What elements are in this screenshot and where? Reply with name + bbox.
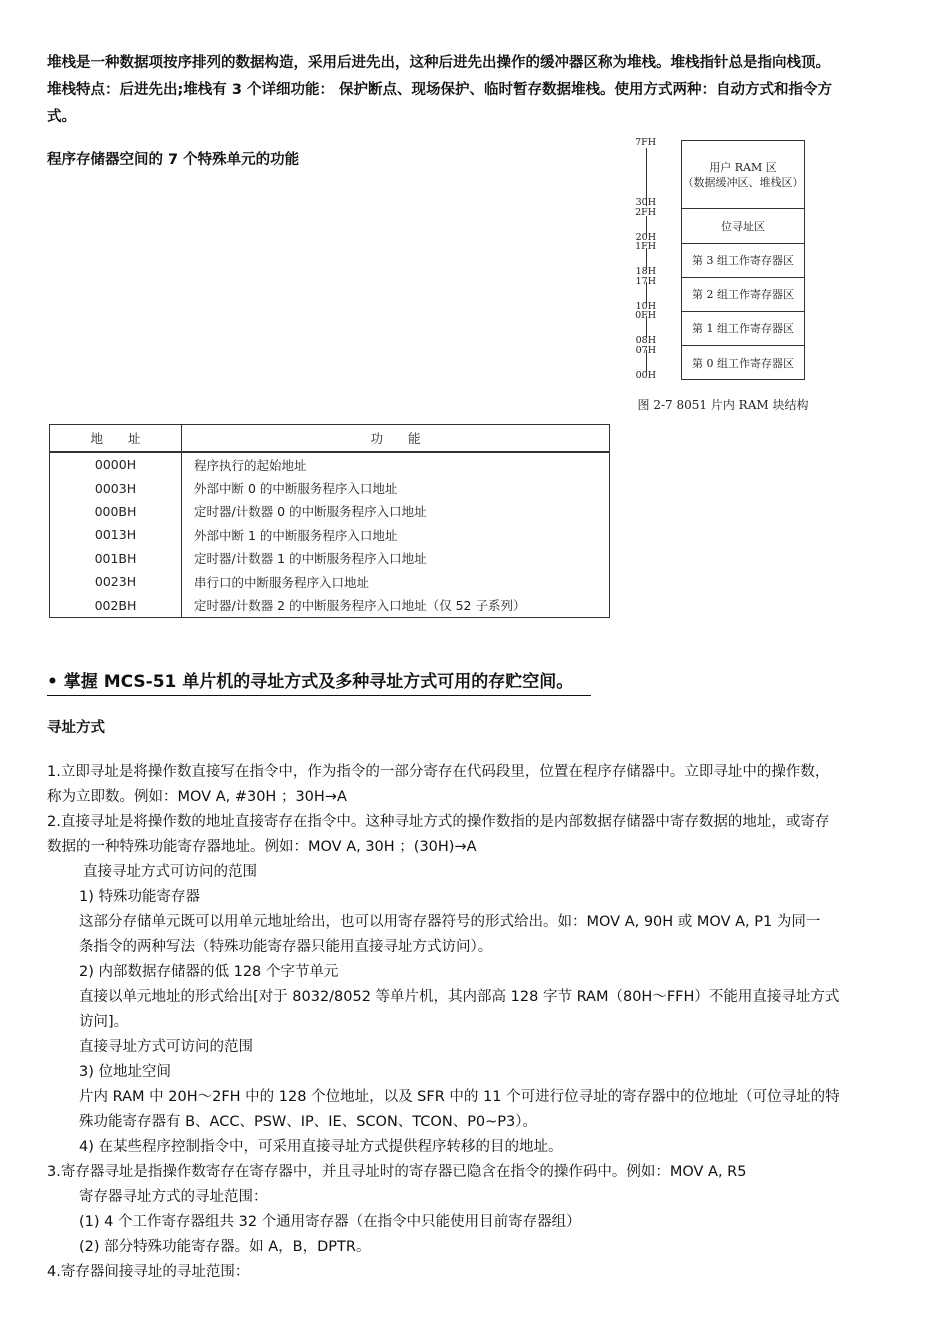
- table-row: [50, 476, 610, 499]
- body-line: 4.寄存器间接寻址的寻址范围：: [47, 1264, 250, 1280]
- table-row: [50, 452, 610, 476]
- ram-cell-user: [682, 141, 804, 209]
- vector-table: [49, 424, 610, 618]
- table-header-function: 功 能: [182, 425, 610, 453]
- ram-cell-bank-1: 第 1 组工作寄存器区: [682, 312, 804, 346]
- table-cell-function: 串行口的中断服务程序入口地址: [182, 570, 610, 593]
- ram-box: [681, 140, 805, 380]
- addressing-modes-heading: 寻址方式: [47, 720, 105, 736]
- ram-address-label: 7FH: [635, 137, 656, 148]
- ram-address-label: 20H: [635, 232, 656, 243]
- table-row: [50, 500, 610, 523]
- table-cell-address: 0013H: [50, 523, 182, 546]
- table-row: [50, 547, 610, 570]
- ram-address-label: 2FH: [635, 207, 656, 218]
- table-cell-function: 定时器/计数器 1 的中断服务程序入口地址: [182, 547, 610, 570]
- ram-cell-bank-2: 第 2 组工作寄存器区: [682, 278, 804, 312]
- intro-line-1: 堆栈是一种数据项按序排列的数据构造，采用后进先出，这种后进先出操作的缓冲器区称为堆栈。堆栈指针总是指向栈顶。: [47, 55, 830, 71]
- body-line: 2.直接寻址是将操作数的地址直接寄存在指令中。这种寻址方式的操作数指的是内部数据存储器中寄存数据的地址，或寄存: [47, 814, 830, 830]
- table-header-address: 地 址: [50, 425, 182, 453]
- ram-address-label: 10H: [635, 301, 656, 312]
- table-cell-function: 定时器/计数器 2 的中断服务程序入口地址（仅 52 子系列）: [182, 593, 610, 617]
- mcs51-heading: • 掌握 MCS-51 单片机的寻址方式及多种寻址方式可用的存贮空间。: [47, 667, 591, 696]
- body-line: (1) 4 个工作寄存器组共 32 个通用寄存器（在指令中只能使用目前寄存器组）: [79, 1214, 581, 1230]
- body-line: 殊功能寄存器有 B、ACC、PSW、IP、IE、SCON、TCON、P0~P3）。: [79, 1114, 538, 1130]
- ram-address-label: 07H: [635, 345, 656, 356]
- table-cell-address: 002BH: [50, 593, 182, 617]
- addressing-body: [47, 760, 912, 1285]
- ram-cell-label: 用户 RAM 区: [709, 160, 777, 174]
- table-cell-function: 定时器/计数器 0 的中断服务程序入口地址: [182, 500, 610, 523]
- body-line: 访问]。: [79, 1014, 129, 1030]
- ram-cell-bank-3: 第 3 组工作寄存器区: [682, 244, 804, 278]
- table-cell-function: 外部中断 0 的中断服务程序入口地址: [182, 476, 610, 499]
- table-cell-function: 程序执行的起始地址: [182, 452, 610, 476]
- table-cell-address: 0023H: [50, 570, 182, 593]
- table-cell-address: 001BH: [50, 547, 182, 570]
- intro-line-3: 式。: [47, 109, 76, 125]
- table-cell-function: 外部中断 1 的中断服务程序入口地址: [182, 523, 610, 546]
- ram-cell-bit-addressable: 位寻址区: [682, 209, 804, 244]
- ram-cell-sublabel: （数据缓冲区、堆栈区）: [682, 175, 804, 189]
- ram-cell-bank-0: 第 0 组工作寄存器区: [692, 356, 794, 370]
- body-line: 3) 位地址空间: [79, 1064, 171, 1080]
- table-row: [50, 593, 610, 617]
- table-cell-address: 0003H: [50, 476, 182, 499]
- ram-diagram-caption: 图 2-7 8051 片内 RAM 块结构: [637, 398, 809, 412]
- intro-line-2: 堆栈特点：后进先出;堆栈有 3 个详细功能： 保护断点、现场保护、临时暂存数据堆栈。使用方式两种：自动方式和指令方: [47, 82, 833, 98]
- ram-address-label: 30H: [635, 197, 656, 208]
- body-line: 1.立即寻址是将操作数直接写在指令中，作为指令的一部分寄存在代码段里，位置在程序存储器中。立即寻址中的操作数，: [47, 764, 830, 780]
- body-line: 直接寻址方式可访问的范围: [83, 864, 257, 880]
- ram-address-label: 00H: [635, 370, 656, 381]
- program-memory-heading: 程序存储器空间的 7 个特殊单元的功能: [47, 152, 300, 168]
- body-line: 数据的一种特殊功能寄存器地址。例如：MOV A, 30H ；(30H)→A: [47, 839, 477, 855]
- intro-paragraph: [47, 50, 909, 131]
- body-line: 2) 内部数据存储器的低 128 个字节单元: [79, 964, 339, 980]
- body-line: 直接以单元地址的形式给出[对于 8032/8052 等单片机，其内部高 128 字节 RAM（80H～FFH）不能用直接寻址方式: [79, 989, 840, 1005]
- ram-address-label: 18H: [635, 266, 656, 277]
- body-line: (2) 部分特殊功能寄存器。如 A，B，DPTR。: [79, 1239, 371, 1255]
- body-line: 寄存器寻址方式的寻址范围：: [79, 1189, 268, 1205]
- table-cell-address: 0000H: [50, 452, 182, 476]
- ram-block-diagram: [628, 136, 818, 412]
- ram-address-label: 1FH: [635, 241, 656, 252]
- body-line: 直接寻址方式可访问的范围: [79, 1039, 253, 1055]
- table-cell-address: 000BH: [50, 500, 182, 523]
- table-row: [50, 570, 610, 593]
- ram-address-label: 08H: [635, 335, 656, 346]
- ram-address-label: 17H: [635, 276, 656, 287]
- body-line: 称为立即数。例如：MOV A, #30H ；30H→A: [47, 789, 347, 805]
- table-row: [50, 523, 610, 546]
- body-line: 4) 在某些程序控制指令中，可采用直接寻址方式提供程序转移的目的地址。: [79, 1139, 563, 1155]
- body-line: 条指令的两种写法（特殊功能寄存器只能用直接寻址方式访问）。: [79, 939, 493, 955]
- body-line: 这部分存储单元既可以用单元地址给出，也可以用寄存器符号的形式给出。如：MOV A, 90H 或 MOV A, P1 为同一: [79, 914, 821, 930]
- body-line: 片内 RAM 中 20H～2FH 中的 128 个位地址，以及 SFR 中的 11 个可进行位寻址的寄存器中的位地址（可位寻址的特: [79, 1089, 840, 1105]
- body-line: 1) 特殊功能寄存器: [79, 889, 200, 905]
- ram-address-label: 0FH: [635, 310, 656, 321]
- body-line: 3.寄存器寻址是指操作数寄存在寄存器中，并且寻址时的寄存器已隐含在指令的操作码中。例如：MOV A, R5: [47, 1164, 747, 1180]
